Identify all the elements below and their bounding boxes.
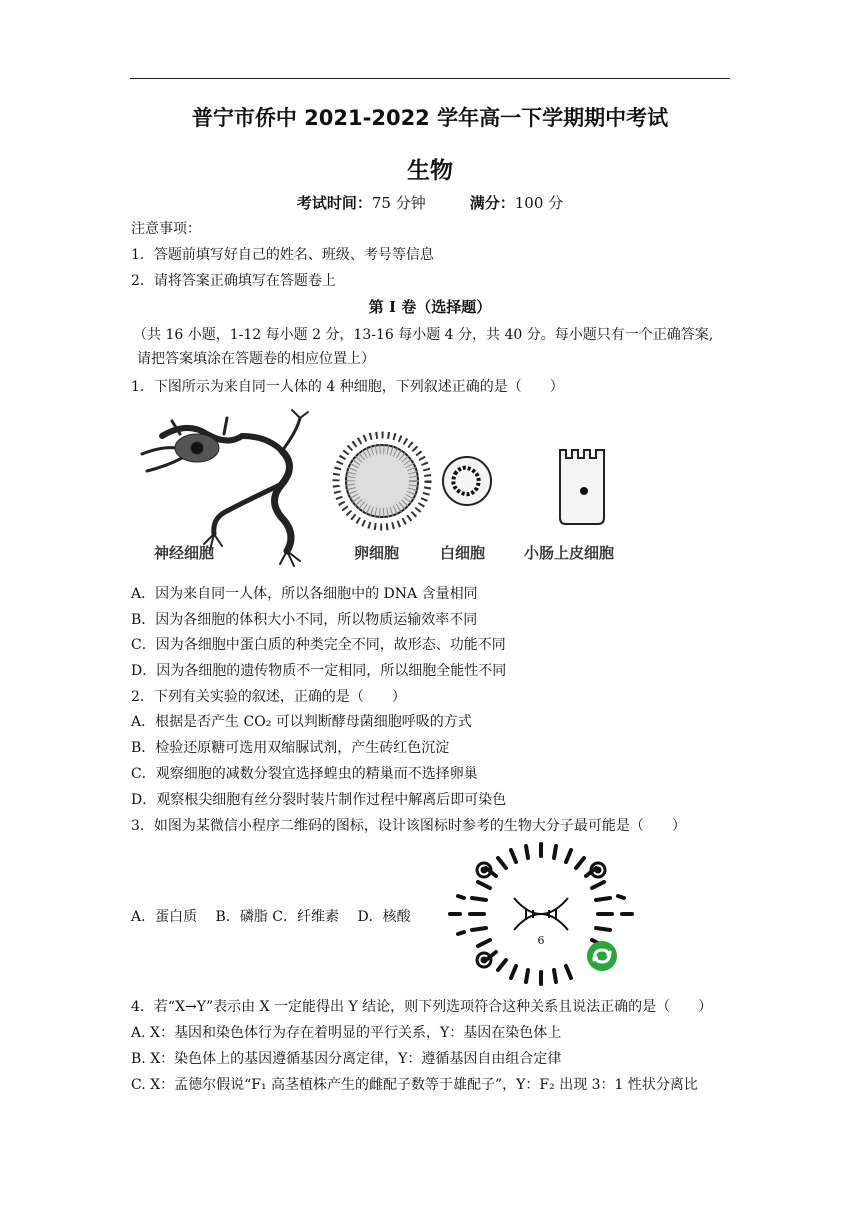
white-blood-cell-drawing [443,457,491,505]
question-1-stem: 1．下图所示为来自同一人体的 4 种细胞，下列叙述正确的是（ ） [131,379,564,395]
question-4-option-b: B. X：染色体上的基因遵循基因分离定律，Y：遵循基因自由组合定律 [131,1051,562,1067]
exam-title: 普宁市侨中 2021-2022 学年高一下学期期中考试 [191,106,669,130]
question-4-stem: 4．若“X→Y”表示由 X 一定能得出 Y 结论，则下列选项符合这种关系且说法正确的是（ ） [131,999,713,1015]
qr-code-icon [436,838,646,990]
figure-label-wbc: 白细胞 [440,544,486,562]
question-1-option-b: B．因为各细胞的体积大小不同，所以物质运输效率不同 [131,612,478,628]
section-instructions: （共 16 小题，1-12 每小题 2 分，13-16 每小题 4 分，共 40 分。每小题只有一个正确答案, [133,327,714,343]
header-rule [130,78,730,79]
neuron-drawing [142,410,308,566]
qr-digit: 6 [537,934,545,947]
notice-item: 1．答题前填写好自己的姓名、班级、考号等信息 [131,247,434,263]
question-3-options: A．蛋白质 B．磷脂 C．纤维素 D．核酸 [131,909,411,925]
notice-item: 2．请将答案正确填写在答题卷上 [131,273,336,289]
question-1-option-a: A．因为来自同一人体，所以各细胞中的 DNA 含量相同 [131,586,478,602]
egg-cell-drawing [336,435,428,527]
question-2-stem: 2．下列有关实验的叙述，正确的是（ ） [131,689,406,705]
question-2-option-c: C．观察细胞的减数分裂宜选择蝗虫的精巢而不选择卵巢 [131,766,478,782]
question-2-option-d: D．观察根尖细胞有丝分裂时装片制作过程中解离后即可染色 [131,792,507,808]
figure-label-egg: 卵细胞 [354,544,400,562]
notice-heading: 注意事项： [131,221,201,237]
dna-helix-icon [514,898,568,930]
time-value: 75 分钟 [371,194,426,212]
question-2-option-a: A．根据是否产生 CO₂ 可以判断酵母菌细胞呼吸的方式 [131,714,472,730]
question-1-option-c: C．因为各细胞中蛋白质的种类完全不同，故形态、功能不同 [131,637,506,653]
mini-program-icon [587,941,617,971]
score-label: 满分： [469,194,515,212]
figure-label-neuron: 神经细胞 [154,544,215,562]
subject-title: 生物 [407,158,453,184]
question-1-option-d: D．因为各细胞的遗传物质不一定相同，所以细胞全能性不同 [131,663,507,679]
exam-meta [0,192,860,213]
intestinal-epithelial-cell-drawing [560,450,604,524]
question-4-option-c: C. X：孟德尔假说“F₁ 高茎植株产生的雌配子数等于雄配子”，Y：F₂ 出现 3：1 性状分离比 [131,1077,698,1093]
question-3-stem: 3．如图为某微信小程序二维码的图标，设计该图标时参考的生物大分子最可能是（ ） [131,818,686,834]
question-2-option-b: B．检验还原糖可选用双缩脲试剂，产生砖红色沉淀 [131,740,450,756]
section-title: 第 I 卷（选择题） [368,298,492,316]
score-value: 100 分 [514,194,564,212]
cells-figure [132,406,642,568]
question-4-option-a: A. X：基因和染色体行为存在着明显的平行关系，Y：基因在染色体上 [131,1025,562,1041]
time-label: 考试时间： [296,194,372,212]
figure-label-epithelial: 小肠上皮细胞 [524,544,615,562]
section-instructions: 请把答案填涂在答题卷的相应位置上） [137,351,375,367]
